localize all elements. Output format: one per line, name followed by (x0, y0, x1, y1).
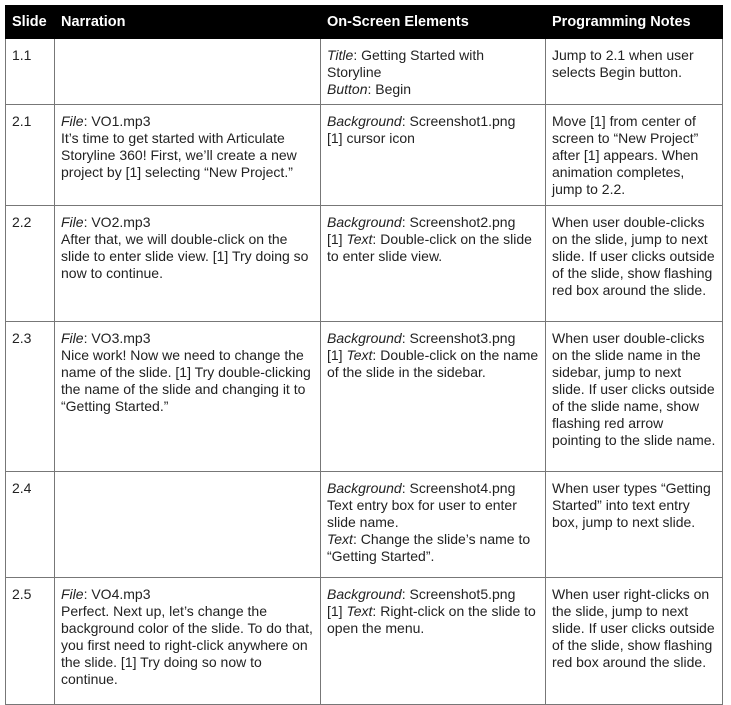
slide-number: 2.1 (6, 105, 55, 206)
narration-cell (55, 578, 321, 705)
field-value: Right-click on the slide to open the menu. (327, 603, 536, 636)
on-screen-cell (321, 206, 546, 322)
on-screen-cell (321, 105, 546, 206)
table-row (6, 578, 723, 705)
field-separator: : (401, 330, 410, 346)
field-separator: : (401, 480, 410, 496)
field-label: Text (346, 231, 373, 247)
field-separator: : (401, 586, 410, 602)
field-value: Begin (375, 81, 412, 97)
narration-cell (55, 105, 321, 206)
field-separator: : (353, 47, 362, 63)
file-name: : VO4.mp3 (83, 586, 151, 602)
field-value: Screenshot4.png (409, 480, 516, 496)
narration-cell (55, 39, 321, 105)
field-label: Background (327, 113, 402, 129)
narration-file (61, 214, 314, 231)
on-screen-line (327, 81, 539, 98)
field-separator: : (367, 81, 376, 97)
narration-file (61, 586, 314, 603)
field-label: File (61, 113, 84, 129)
field-prefix: [1] (327, 347, 347, 363)
on-screen-line (327, 531, 539, 565)
on-screen-line (327, 214, 539, 231)
table-row (6, 322, 723, 472)
field-value: Double-click on the name of the slide in the sidebar. (327, 347, 539, 380)
programming-notes-cell: When user double-clicks on the slide, jump to next slide. If user clicks outside of the slide, show flashing red box around the slide. (546, 206, 723, 322)
field-label: Background (327, 214, 402, 230)
field-value: Screenshot2.png (409, 214, 516, 230)
field-separator: : (352, 531, 361, 547)
on-screen-line (327, 113, 539, 130)
field-label: Title (327, 47, 354, 63)
field-label: Background (327, 586, 402, 602)
programming-notes-cell: When user double-clicks on the slide name in the sidebar, jump to next slide. If user clicks outside of the slide name, show flashing red arrow pointing to the slide name. (546, 322, 723, 472)
narration-text: Perfect. Next up, let’s change the background color of the slide. To do that, you first need to right-click anywhere on the slide. [1] Try doing so now to continue. (61, 603, 313, 687)
field-separator: : (372, 347, 381, 363)
on-screen-cell (321, 472, 546, 578)
on-screen-line (327, 603, 539, 637)
table-row (6, 206, 723, 322)
on-screen-line: Text entry box for user to enter slide name. (327, 497, 517, 530)
on-screen-line (327, 47, 539, 81)
slide-number: 1.1 (6, 39, 55, 105)
field-value: Change the slide’s name to “Getting Started”. (327, 531, 531, 564)
on-screen-line (327, 231, 539, 265)
narration-text: After that, we will double-click on the slide to enter slide view. [1] Try doing so now to continue. (61, 231, 309, 281)
table-row (6, 39, 723, 105)
programming-notes-cell: When user right-clicks on the slide, jump to next slide. If user clicks outside of the slide, show flashing red box around the slide. (546, 578, 723, 705)
header-slide: Slide (6, 6, 55, 39)
programming-notes-cell: Move [1] from center of screen to “New Project” after [1] appears. When animation completes, jump to 2.2. (546, 105, 723, 206)
file-name: : VO2.mp3 (83, 214, 151, 230)
field-label: File (61, 330, 84, 346)
narration-text: Nice work! Now we need to change the name of the slide. [1] Try double-clicking the name of the slide and changing it to “Getting Started.” (61, 347, 311, 414)
field-label: File (61, 214, 84, 230)
on-screen-cell (321, 578, 546, 705)
field-value: Screenshot3.png (409, 330, 516, 346)
field-label: Text (346, 347, 373, 363)
table-row (6, 472, 723, 578)
header-narration: Narration (55, 6, 321, 39)
narration-file (61, 330, 314, 347)
table-row (6, 105, 723, 206)
field-label: Background (327, 330, 402, 346)
narration-cell (55, 322, 321, 472)
on-screen-line (327, 347, 539, 381)
on-screen-line (327, 586, 539, 603)
narration-cell (55, 472, 321, 578)
narration-text: It’s time to get started with Articulate Storyline 360! First, we’ll create a new project by [1] selecting “New Project.” (61, 130, 297, 180)
field-value: Screenshot5.png (409, 586, 516, 602)
header-row (6, 6, 723, 39)
field-prefix: [1] (327, 231, 347, 247)
field-separator: : (401, 113, 410, 129)
field-label: Text (327, 531, 353, 547)
field-value: Screenshot1.png (409, 113, 516, 129)
header-on-screen-elements: On-Screen Elements (321, 6, 546, 39)
narration-cell (55, 206, 321, 322)
slide-number: 2.5 (6, 578, 55, 705)
on-screen-line (327, 480, 539, 497)
programming-notes-cell: Jump to 2.1 when user selects Begin button. (546, 39, 723, 105)
field-value: Double-click on the slide to enter slide view. (327, 231, 532, 264)
field-value: Getting Started with Storyline (327, 47, 485, 80)
storyboard-table (5, 5, 723, 705)
on-screen-cell (321, 39, 546, 105)
field-label: Background (327, 480, 402, 496)
field-label: File (61, 586, 84, 602)
programming-notes-cell: When user types “Getting Started” into text entry box, jump to next slide. (546, 472, 723, 578)
file-name: : VO1.mp3 (83, 113, 151, 129)
header-programming-notes: Programming Notes (546, 6, 723, 39)
field-separator: : (372, 603, 381, 619)
slide-number: 2.3 (6, 322, 55, 472)
on-screen-line: [1] cursor icon (327, 130, 415, 146)
on-screen-cell (321, 322, 546, 472)
on-screen-line (327, 330, 539, 347)
field-label: Button (327, 81, 368, 97)
file-name: : VO3.mp3 (83, 330, 151, 346)
field-label: Text (346, 603, 373, 619)
field-prefix: [1] (327, 603, 347, 619)
slide-number: 2.2 (6, 206, 55, 322)
field-separator: : (401, 214, 410, 230)
slide-number: 2.4 (6, 472, 55, 578)
field-separator: : (372, 231, 381, 247)
narration-file (61, 113, 314, 130)
